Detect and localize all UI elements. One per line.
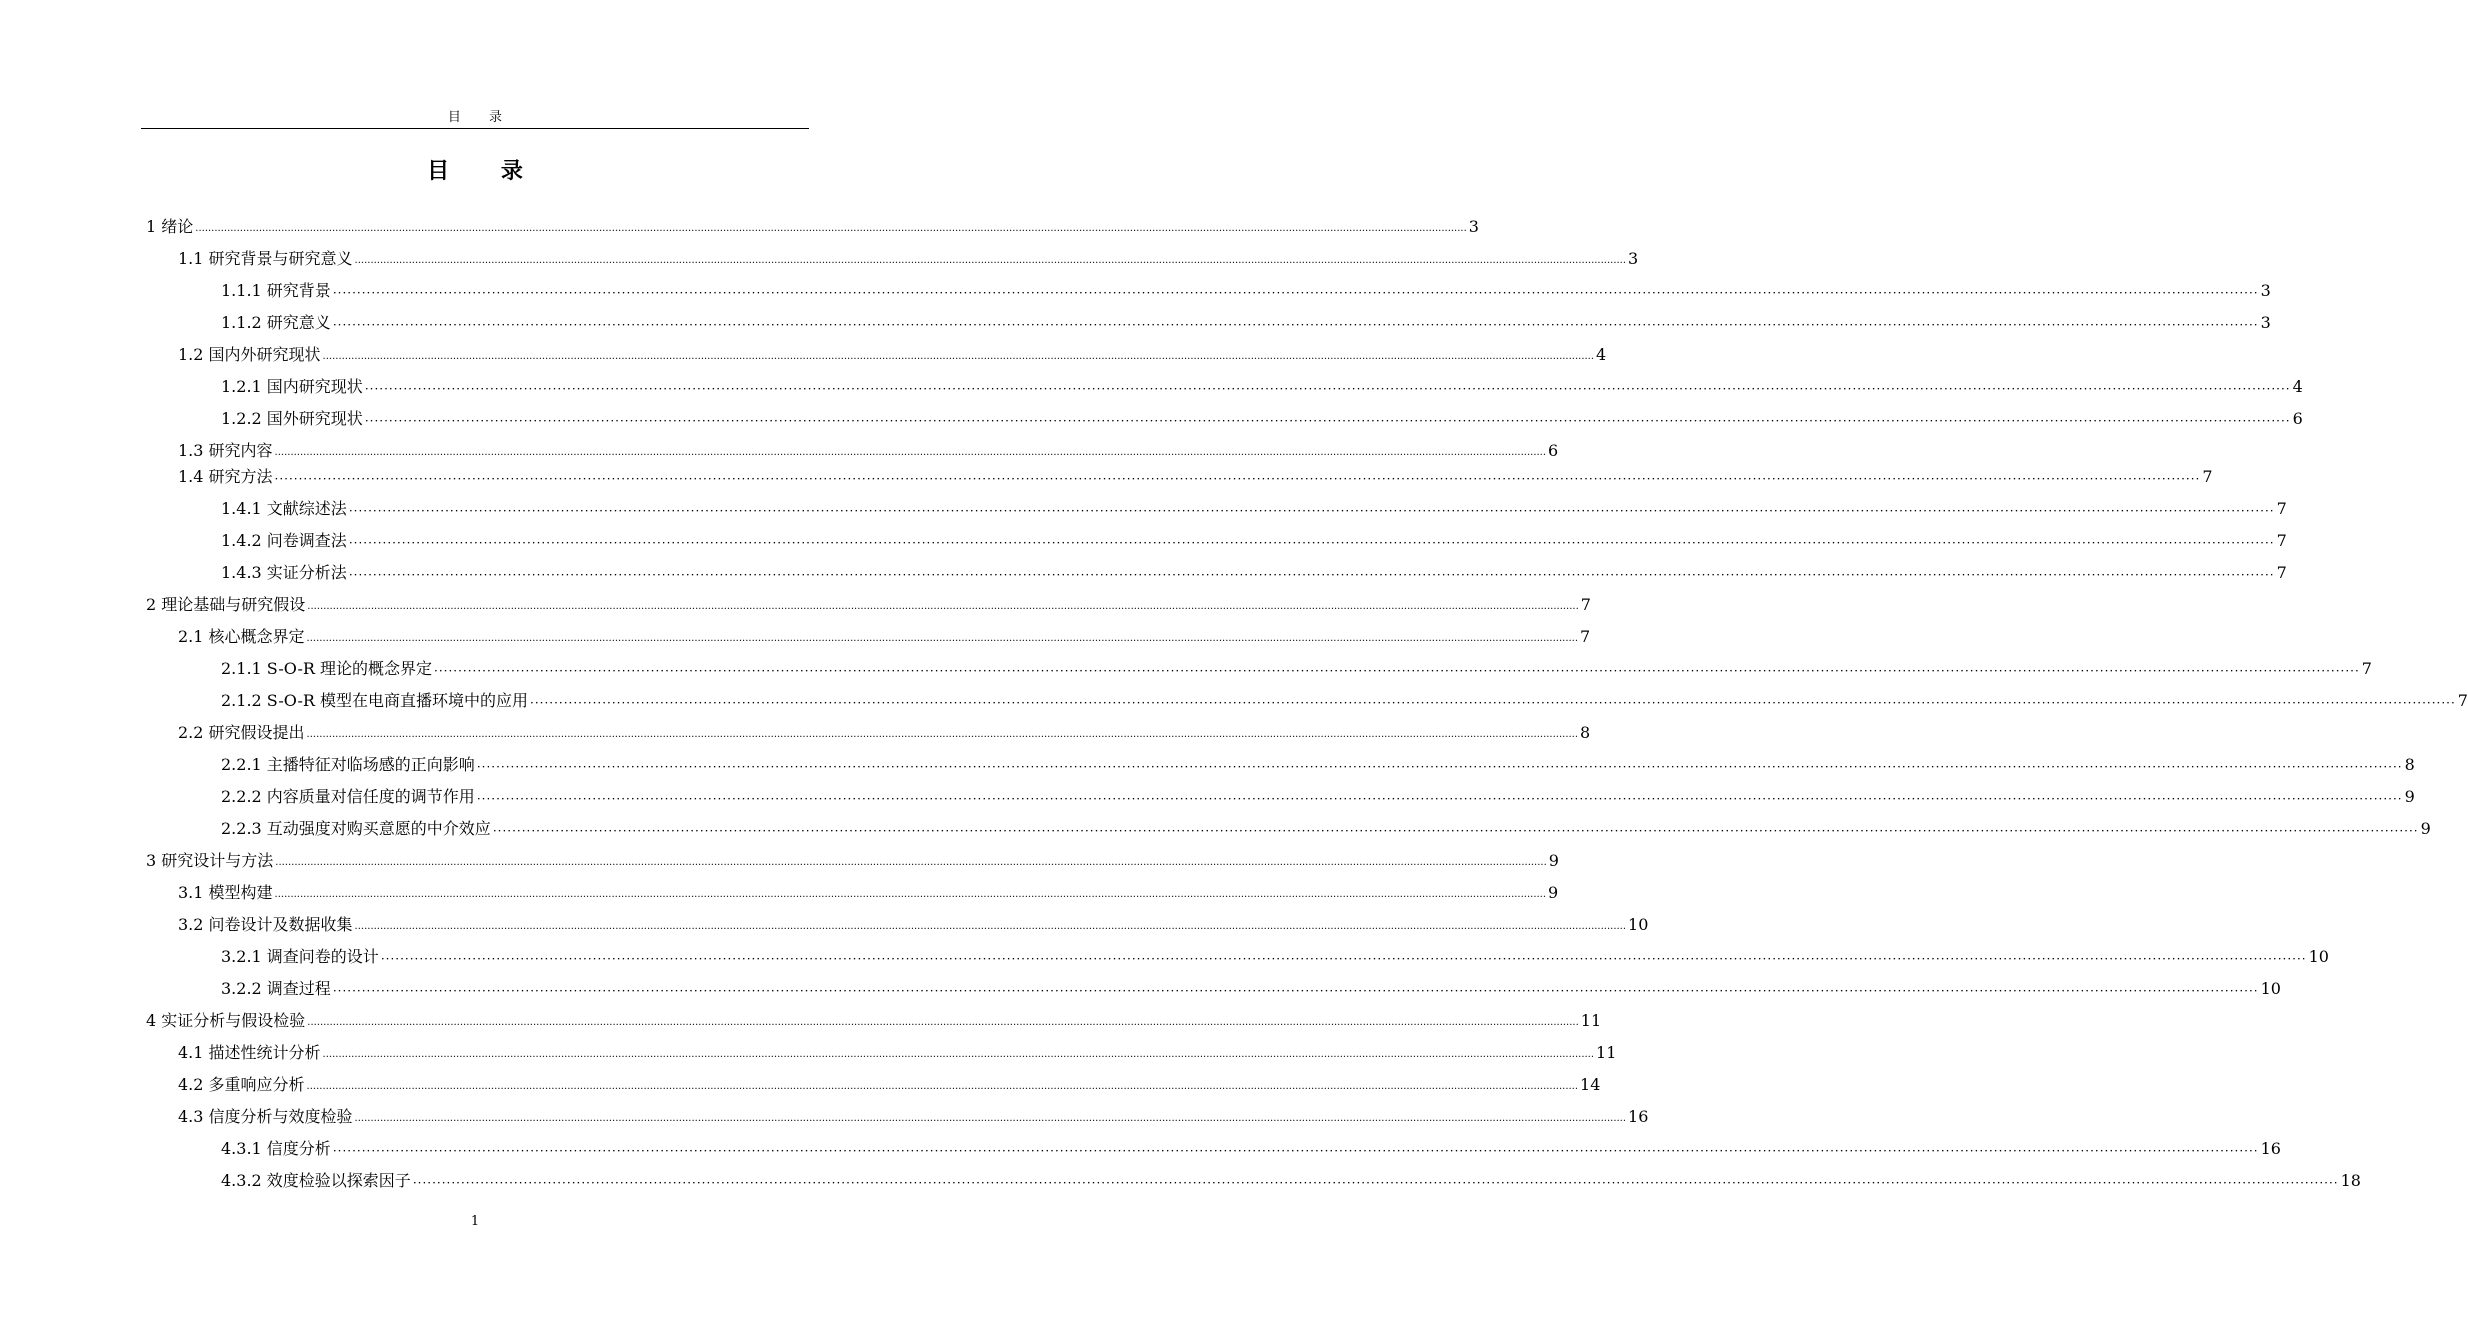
toc-entry-page: 10: [2308, 947, 2329, 966]
toc-entry[interactable]: [221, 937, 2329, 967]
toc-entry[interactable]: [178, 905, 1649, 935]
toc-entry-label: 1.3 研究内容: [178, 441, 273, 460]
toc-entry[interactable]: [221, 399, 2303, 429]
toc-dot-leader: ················································································································································································································································································································································································································: [332, 984, 2259, 998]
toc-entry-page: 7: [1580, 595, 1591, 614]
toc-dot-leader: ················································································································································································································································································································································································································: [348, 568, 2275, 582]
toc-entry[interactable]: [178, 239, 1639, 269]
toc-entry-label: 2.2 研究假设提出: [178, 723, 305, 742]
toc-entry[interactable]: [221, 489, 2287, 519]
toc-entry-page: 11: [1596, 1043, 1617, 1062]
toc-entry-page: 9: [2420, 819, 2431, 838]
toc-entry[interactable]: [146, 585, 1591, 615]
toc-entry-label: 1.1.1 研究背景: [221, 281, 331, 300]
toc-entry-page: 10: [1628, 915, 1649, 934]
toc-entry-page: 7: [2361, 659, 2372, 678]
toc-entry[interactable]: [178, 335, 1607, 365]
toc-dot-leader: ................................................................................................................................................................................................................................................................................................................................................................................................................: [354, 255, 1627, 266]
toc-entry-label: 2.1 核心概念界定: [178, 627, 305, 646]
toc-dot-leader: ................................................................................................................................................................................................................................................................................................................................................................................................................: [275, 857, 1547, 868]
toc-dot-leader: ················································································································································································································································································································································································································: [332, 1144, 2259, 1158]
page-number: 1: [470, 1214, 480, 1229]
toc-entry-label: 2.2.3 互动强度对购买意愿的中介效应: [221, 819, 491, 838]
toc-entry-label: 3.1 模型构建: [178, 883, 273, 902]
toc-entry[interactable]: [146, 1001, 1602, 1031]
toc-dot-leader: ················································································································································································································································································································································································································: [530, 696, 2456, 710]
toc-dot-leader: ················································································································································································································································································································································································································: [476, 792, 2403, 806]
toc-entry[interactable]: [178, 617, 1591, 647]
toc-entry-label: 4.3 信度分析与效度检验: [178, 1107, 353, 1126]
toc-entry-page: 3: [1468, 217, 1479, 236]
toc-entry[interactable]: [178, 713, 1591, 743]
toc-entry[interactable]: [178, 457, 2213, 487]
toc-entry-page: 4: [1596, 345, 1607, 364]
toc-entry-page: 11: [1580, 1011, 1602, 1030]
page-title: 目 录: [427, 159, 545, 184]
toc-entry[interactable]: [221, 745, 2415, 775]
toc-entry-page: 7: [2276, 499, 2287, 518]
toc-dot-leader: ................................................................................................................................................................................................................................................................................................................................................................................................................: [274, 889, 1547, 900]
toc-entry[interactable]: [146, 841, 1559, 871]
toc-entry-label: 2 理论基础与研究假设: [146, 595, 306, 614]
toc-entry-page: 7: [1580, 627, 1591, 646]
toc-entry-label: 1.1 研究背景与研究意义: [178, 249, 353, 268]
toc-entry-label: 2.2.2 内容质量对信任度的调节作用: [221, 787, 475, 806]
toc-entry[interactable]: [178, 1065, 1601, 1095]
toc-dot-leader: ................................................................................................................................................................................................................................................................................................................................................................................................................: [306, 633, 1579, 644]
toc-entry[interactable]: [221, 649, 2372, 679]
toc-entry-label: 3 研究设计与方法: [146, 851, 274, 870]
toc-dot-leader: ················································································································································································································································································································································································································: [380, 952, 2307, 966]
toc-entry[interactable]: [178, 1033, 1617, 1063]
toc-entry[interactable]: [221, 521, 2287, 551]
toc-entry-page: 9: [2404, 787, 2415, 806]
toc-entry-label: 1.1.2 研究意义: [221, 313, 331, 332]
toc-dot-leader: ................................................................................................................................................................................................................................................................................................................................................................................................................: [322, 351, 1595, 362]
toc-entry[interactable]: [221, 553, 2287, 583]
toc-entry-label: 1 绪论: [146, 217, 194, 236]
toc-dot-leader: ................................................................................................................................................................................................................................................................................................................................................................................................................: [195, 223, 1467, 234]
toc-dot-leader: ................................................................................................................................................................................................................................................................................................................................................................................................................: [306, 729, 1579, 740]
toc-dot-leader: ················································································································································································································································································································································································································: [492, 824, 2419, 838]
toc-entry-page: 16: [2260, 1139, 2281, 1158]
toc-entry[interactable]: [221, 367, 2303, 397]
toc-entry-page: 9: [1548, 883, 1559, 902]
toc-entry-label: 1.4.2 问卷调查法: [221, 531, 347, 550]
toc-entry-page: 8: [2404, 755, 2415, 774]
toc-dot-leader: ················································································································································································································································································································································································································: [434, 664, 2360, 678]
toc-entry[interactable]: [221, 777, 2415, 807]
toc-entry[interactable]: [221, 1161, 2361, 1191]
toc-entry-label: 4.3.2 效度检验以探索因子: [221, 1171, 411, 1190]
toc-dot-leader: ················································································································································································································································································································································································································: [332, 286, 2259, 300]
toc-entry[interactable]: [221, 809, 2431, 839]
toc-entry-page: 8: [1580, 723, 1591, 742]
toc-dot-leader: ················································································································································································································································································································································································································: [332, 318, 2259, 332]
toc-entry-label: 2.1.1 S-O-R 理论的概念界定: [221, 659, 432, 678]
toc-entry-label: 1.2.2 国外研究现状: [221, 409, 363, 428]
toc-entry-page: 18: [2340, 1171, 2361, 1190]
toc-entry-label: 3.2 问卷设计及数据收集: [178, 915, 353, 934]
toc-entry-label: 2.2.1 主播特征对临场感的正向影响: [221, 755, 475, 774]
toc-dot-leader: ················································································································································································································································································································································································································: [348, 536, 2275, 550]
toc-entry-label: 4.2 多重响应分析: [178, 1075, 305, 1094]
toc-entry-page: 6: [1548, 441, 1559, 460]
toc-entry[interactable]: [146, 207, 1479, 237]
toc-dot-leader: ················································································································································································································································································································································································································: [476, 760, 2403, 774]
toc-entry[interactable]: [178, 1097, 1649, 1127]
toc-dot-leader: ················································································································································································································································································································································································································: [274, 472, 2201, 486]
toc-entry-label: 1.2.1 国内研究现状: [221, 377, 363, 396]
toc-dot-leader: ················································································································································································································································································································································································································: [348, 504, 2275, 518]
toc-entry-label: 1.2 国内外研究现状: [178, 345, 321, 364]
toc-dot-leader: ................................................................................................................................................................................................................................................................................................................................................................................................................: [354, 1113, 1627, 1124]
toc-entry-page: 6: [2292, 409, 2303, 428]
toc-dot-leader: ................................................................................................................................................................................................................................................................................................................................................................................................................: [307, 1017, 1579, 1028]
toc-entry[interactable]: [221, 969, 2281, 999]
toc-entry-label: 1.4.1 文献综述法: [221, 499, 347, 518]
toc-entry-page: 4: [2292, 377, 2303, 396]
toc-dot-leader: ................................................................................................................................................................................................................................................................................................................................................................................................................: [354, 921, 1627, 932]
toc-entry-label: 1.4.3 实证分析法: [221, 563, 347, 582]
toc-entry-page: 16: [1628, 1107, 1649, 1126]
toc-entry-page: 3: [2260, 281, 2271, 300]
toc-dot-leader: ················································································································································································································································································································································································································: [364, 382, 2291, 396]
toc-entry-label: 2.1.2 S-O-R 模型在电商直播环境中的应用: [221, 691, 528, 710]
toc-entry-page: 7: [2457, 691, 2468, 710]
toc-dot-leader: ················································································································································································································································································································································································································: [364, 414, 2291, 428]
running-header: 目 录: [447, 110, 515, 125]
toc-dot-leader: ................................................................................................................................................................................................................................................................................................................................................................................................................: [322, 1049, 1595, 1060]
toc-entry[interactable]: [178, 873, 1559, 903]
toc-entry-label: 4.1 描述性统计分析: [178, 1043, 321, 1062]
toc-entry-page: 3: [1628, 249, 1639, 268]
toc-entry-page: 7: [2276, 563, 2287, 582]
toc-dot-leader: ................................................................................................................................................................................................................................................................................................................................................................................................................: [274, 447, 1547, 458]
toc-entry-label: 4 实证分析与假设检验: [146, 1011, 306, 1030]
toc-entry-page: 7: [2202, 467, 2213, 486]
toc-entry[interactable]: [221, 271, 2271, 301]
toc-entry-label: 4.3.1 信度分析: [221, 1139, 331, 1158]
toc-entry[interactable]: [221, 681, 2468, 711]
toc-entry-label: 3.2.1 调查问卷的设计: [221, 947, 379, 966]
toc-dot-leader: ................................................................................................................................................................................................................................................................................................................................................................................................................: [306, 1081, 1579, 1092]
toc-entry-page: 3: [2260, 313, 2271, 332]
toc-entry-label: 1.4 研究方法: [178, 467, 273, 486]
toc-dot-leader: ................................................................................................................................................................................................................................................................................................................................................................................................................: [307, 601, 1579, 612]
toc-entry-page: 9: [1548, 851, 1559, 870]
toc-entry[interactable]: [221, 303, 2271, 333]
toc-dot-leader: ················································································································································································································································································································································································································: [412, 1176, 2339, 1190]
toc-entry-page: 7: [2276, 531, 2287, 550]
toc-entry[interactable]: [221, 1129, 2281, 1159]
toc-entry-page: 10: [2260, 979, 2281, 998]
toc-entry-label: 3.2.2 调查过程: [221, 979, 331, 998]
toc-entry-page: 14: [1580, 1075, 1601, 1094]
